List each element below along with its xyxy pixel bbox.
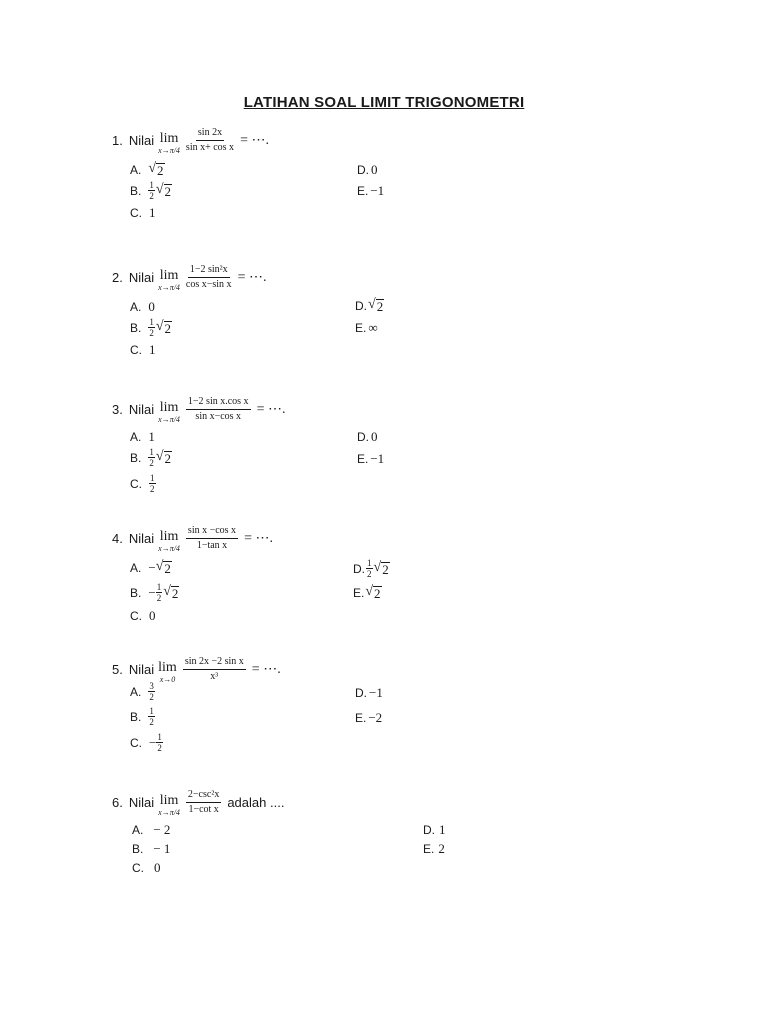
option-value: ∞: [368, 320, 378, 335]
question-3: [112, 389, 672, 429]
option-letter: A.: [130, 561, 142, 575]
option-value: √ 2: [148, 161, 164, 178]
option-5a: [130, 682, 156, 702]
lim-subscript: x→0: [159, 675, 176, 684]
option-value: 3 2: [149, 681, 154, 702]
option-letter: A.: [130, 300, 142, 314]
fraction-numerator: 1−2 sin²x: [188, 264, 230, 278]
question-number: 3.: [112, 401, 123, 417]
problem-5: [112, 649, 672, 689]
option-value: − 1: [153, 841, 171, 856]
option-2c: [130, 342, 156, 358]
option-5c: [130, 733, 164, 753]
question-6: [112, 782, 672, 822]
question-prefix: Nilai: [128, 530, 155, 546]
lim-word: lim: [159, 131, 179, 146]
option-value: 0: [371, 429, 378, 444]
option-3e: [357, 451, 384, 467]
limit-operator: [158, 269, 180, 293]
option-value: 1: [149, 205, 156, 220]
option-letter: D.: [357, 430, 369, 444]
problem-2: [112, 257, 672, 297]
option-value-root: √ 2: [155, 182, 172, 199]
option-letter: C.: [130, 206, 142, 220]
option-value-root: √ 2: [155, 449, 172, 466]
question-prefix: Nilai: [128, 661, 155, 677]
option-value: 1 2: [150, 473, 155, 494]
problem-6: [112, 782, 672, 822]
option-2a: [130, 299, 155, 315]
limit-fraction: [186, 525, 238, 552]
limit-fraction: [186, 789, 221, 816]
minus-sign: −: [148, 560, 156, 575]
question-number: 1.: [112, 132, 123, 148]
option-1e: [357, 183, 384, 199]
option-letter: E.: [355, 711, 367, 725]
fraction-denominator: x³: [210, 670, 219, 682]
question-4: [112, 518, 672, 558]
option-value: 1 2: [367, 558, 372, 579]
option-value: 1 2: [149, 317, 154, 338]
option-value: 0: [149, 608, 156, 623]
option-6a: [132, 822, 170, 838]
problem-3: [112, 389, 672, 429]
question-number: 6.: [112, 794, 123, 810]
option-6e: [423, 841, 445, 857]
option-value: √ 2: [365, 584, 381, 601]
option-5d: [355, 685, 383, 701]
option-value: 1 2: [149, 180, 154, 201]
question-5: [112, 649, 672, 689]
limit-fraction: [186, 396, 251, 423]
question-tail: adalah ....: [227, 794, 285, 810]
lim-word: lim: [159, 268, 179, 283]
option-letter: E.: [353, 586, 365, 600]
option-3a: [130, 429, 155, 445]
option-value: 1: [149, 342, 156, 357]
option-3c: [130, 474, 157, 494]
question-number: 5.: [112, 661, 123, 677]
option-value: √ 2: [368, 297, 384, 314]
option-value: $\frac{1}{2}$: [157, 732, 162, 753]
option-value: 1 2: [149, 447, 154, 468]
lim-word: lim: [159, 529, 179, 544]
option-letter: A.: [130, 430, 142, 444]
option-letter: C.: [130, 609, 142, 623]
option-1a: [130, 162, 165, 178]
option-letter: D.: [355, 299, 367, 313]
fraction-denominator: sin x+ cos x: [185, 141, 235, 153]
lim-word: lim: [158, 660, 177, 675]
option-letter: D.: [357, 163, 369, 177]
option-value: 0: [371, 162, 378, 177]
lim-subscript: x→π/4: [158, 146, 180, 155]
question-number: 4.: [112, 530, 123, 546]
fraction-denominator: 1−tan x: [196, 539, 228, 551]
option-5e: [355, 710, 382, 726]
fraction-numerator: 1−2 sin x.cos x: [186, 396, 251, 410]
option-2e: [355, 320, 378, 336]
lim-subscript: x→π/4: [158, 808, 180, 817]
option-value: −1: [370, 183, 385, 198]
fraction-denominator: cos x−sin x: [185, 278, 232, 290]
limit-operator: [158, 530, 180, 554]
option-letter: A.: [130, 163, 142, 177]
question-tail: = ⋯.: [237, 269, 267, 285]
fraction-denominator: sin x−cos x: [195, 410, 242, 422]
minus-sign: −: [148, 585, 156, 600]
option-letter: B.: [132, 842, 144, 856]
option-letter: D.: [423, 823, 435, 837]
lim-subscript: x→π/4: [158, 544, 180, 553]
problem-1: [112, 120, 672, 160]
option-letter: B.: [130, 710, 142, 724]
option-4d: [353, 559, 390, 579]
fraction-numerator: sin 2x −2 sin x: [183, 656, 246, 670]
lim-subscript: x→π/4: [158, 415, 180, 424]
question-tail: = ⋯.: [256, 401, 286, 417]
question-prefix: Nilai: [128, 794, 155, 810]
option-value: 1 2: [149, 706, 154, 727]
limit-fraction: [183, 656, 246, 683]
option-letter: D.: [355, 686, 367, 700]
option-6c: [132, 860, 161, 876]
option-4e: [353, 585, 382, 601]
option-value: 0: [148, 299, 155, 314]
option-4a: [130, 560, 172, 576]
limit-operator: [158, 401, 180, 425]
fraction-numerator: sin x −cos x: [186, 525, 238, 539]
problem-4: [112, 518, 672, 558]
option-1d: [357, 162, 378, 178]
option-3d: [357, 429, 378, 445]
option-value-root: √ 2: [373, 560, 389, 577]
question-1: [112, 120, 672, 160]
option-1c: [130, 205, 156, 221]
option-letter: E.: [423, 842, 435, 856]
limit-operator: [158, 794, 180, 818]
option-value: −2: [368, 710, 383, 725]
option-2b: [130, 318, 172, 338]
option-letter: A.: [132, 823, 144, 837]
option-value-root: √ 2: [155, 319, 172, 336]
limit-operator: [158, 661, 177, 685]
option-letter: B.: [130, 586, 142, 600]
fraction-numerator: 2−csc²x: [186, 789, 221, 803]
option-6d: [423, 822, 446, 838]
lim-word: lim: [159, 400, 179, 415]
question-number: 2.: [112, 269, 123, 285]
lim-subscript: x→π/4: [158, 283, 180, 292]
option-value: $\frac{1}{2}$: [156, 582, 162, 603]
option-letter: E.: [357, 184, 369, 198]
option-6b: [132, 841, 170, 857]
lim-word: lim: [159, 793, 179, 808]
option-value: 0: [154, 860, 161, 875]
option-letter: E.: [357, 452, 369, 466]
option-letter: C.: [132, 861, 144, 875]
option-value: −1: [370, 451, 385, 466]
option-value-root: √ 2: [163, 584, 179, 601]
option-letter: C.: [130, 736, 142, 750]
option-3b: [130, 448, 172, 468]
option-letter: C.: [130, 343, 142, 357]
question-prefix: Nilai: [128, 132, 155, 148]
option-letter: B.: [130, 184, 142, 198]
option-letter: C.: [130, 477, 142, 491]
question-prefix: Nilai: [128, 269, 155, 285]
question-tail: = ⋯.: [244, 530, 273, 546]
option-letter: A.: [130, 685, 142, 699]
option-5b: [130, 707, 156, 727]
question-2: [112, 257, 672, 297]
option-1b: [130, 181, 172, 201]
option-4c: [130, 608, 156, 624]
option-2d: [355, 298, 384, 314]
question-tail: = ⋯.: [240, 132, 269, 148]
fraction-denominator: 1−cot x: [188, 803, 219, 815]
question-tail: = ⋯.: [251, 661, 281, 677]
option-value: 1: [439, 822, 446, 837]
option-4b: [130, 583, 179, 603]
option-value: 1: [148, 429, 155, 444]
option-value: −1: [369, 685, 383, 700]
option-letter: D.: [353, 562, 365, 576]
fraction-numerator: sin 2x: [196, 127, 224, 141]
option-value: − 2: [153, 822, 171, 837]
limit-fraction: [186, 127, 234, 154]
option-letter: B.: [130, 321, 142, 335]
option-value: 2: [438, 841, 445, 856]
page-title: LATIHAN SOAL LIMIT TRIGONOMETRI: [243, 94, 525, 111]
limit-fraction: [186, 264, 232, 291]
question-prefix: Nilai: [128, 401, 155, 417]
option-value: √ 2: [155, 559, 171, 576]
minus-sign: −: [149, 735, 157, 750]
option-letter: E.: [355, 321, 367, 335]
limit-operator: [158, 132, 180, 156]
option-letter: B.: [130, 451, 142, 465]
